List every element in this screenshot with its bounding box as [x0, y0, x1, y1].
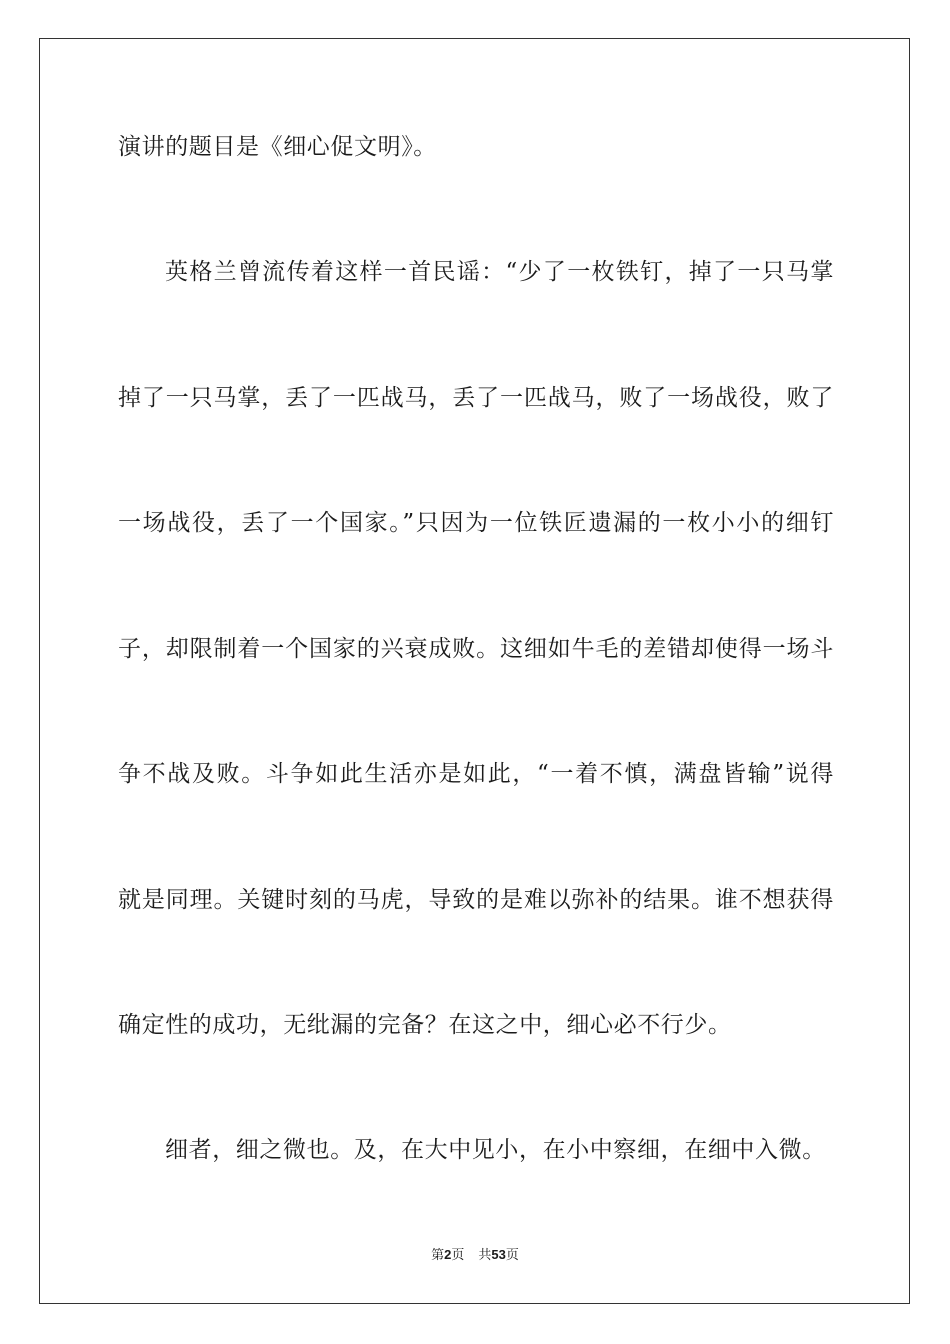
- text-line-1: 演讲的题目是《细心促文明》。: [118, 134, 437, 160]
- page-prefix: 第: [431, 1248, 445, 1263]
- text-line-8: 确定性的成功，无纰漏的完备？在这之中，细心必不行少。: [118, 1012, 732, 1038]
- text-line-2: 英格兰曾流传着这样一首民谣：“少了一枚铁钉，掉了一只马掌: [165, 259, 834, 285]
- text-line-9: 细者，细之微也。及，在大中见小，在小中察细，在细中入微。: [165, 1137, 826, 1163]
- text-line-7: 就是同理。关键时刻的马虎，导致的是难以弥补的结果。谁不想获得: [118, 887, 834, 913]
- page-number: 2: [444, 1247, 452, 1262]
- text-line-6: 争不战及败。斗争如此生活亦是如此，“一着不慎，满盘皆输”说得: [118, 761, 834, 787]
- text-line-4: 一场战役，丢了一个国家。”只因为一位铁匠遗漏的一枚小小的细钉: [118, 510, 834, 536]
- page-footer: [0, 1246, 950, 1265]
- total-pages: 53: [491, 1247, 506, 1262]
- page-border: [39, 38, 910, 1304]
- total-prefix: 共: [478, 1248, 492, 1263]
- page-suffix: 页: [451, 1248, 465, 1263]
- text-line-3: 掉了一只马掌，丢了一匹战马，丢了一匹战马，败了一场战役，败了: [118, 385, 834, 411]
- text-line-5: 子，却限制着一个国家的兴衰成败。这细如牛毛的差错却使得一场斗: [118, 636, 834, 662]
- total-suffix: 页: [505, 1248, 519, 1263]
